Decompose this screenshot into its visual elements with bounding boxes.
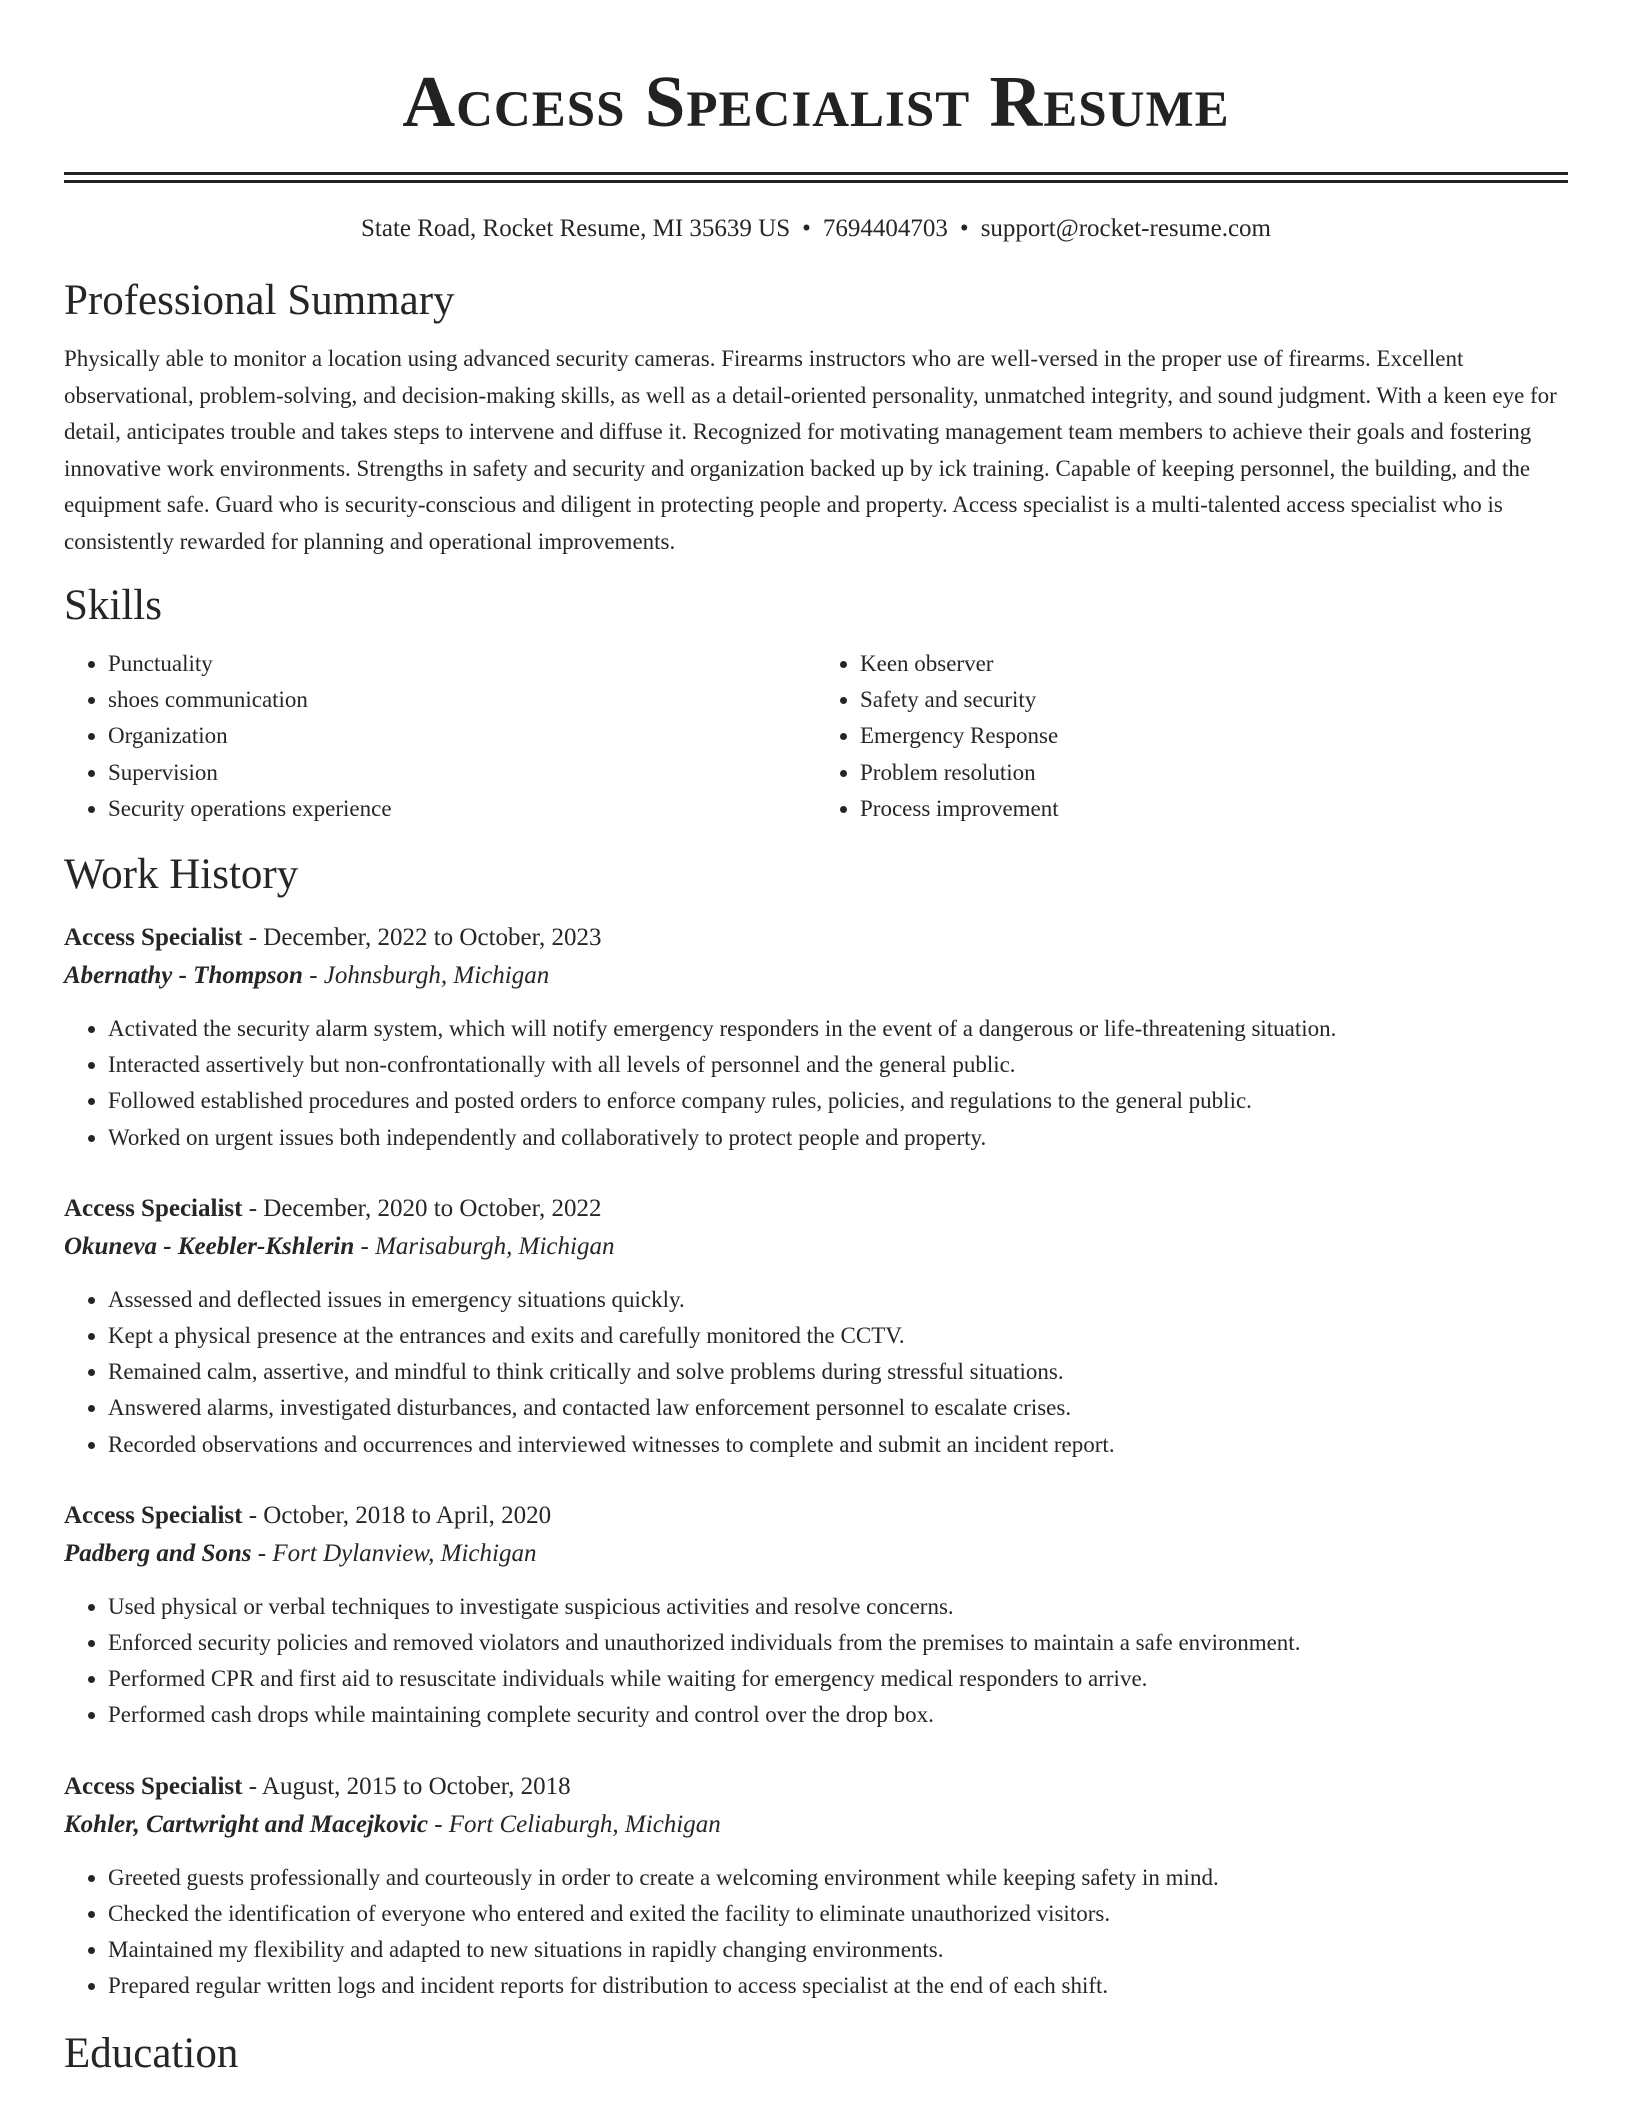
job-location: Fort Celiaburgh, Michigan [448,1810,721,1838]
job-duty: • Answered alarms, investigated disturbances, and contacted law enforcement personnel to escalate crises. [108,1390,1568,1426]
skill-item: • Problem resolution [860,755,1568,791]
job-duty: • Performed CPR and first aid to resuscitate individuals while waiting for emergency medical responders to arrive. [108,1661,1568,1697]
job-duty: • Assessed and deflected issues in emergency situations quickly. [108,1282,1568,1318]
job-dash: - [302,962,324,990]
job-duty: • Performed cash drops while maintaining complete security and control over the drop box. [108,1697,1568,1733]
job-dash: - [242,1501,264,1529]
skill-item: • Safety and security [860,682,1568,718]
skills-column-right [816,646,1568,827]
section-heading-work-history: Work History [64,851,299,899]
resume-title: Access Specialist Resume [402,61,1230,142]
job-duty: • Kept a physical presence at the entrances and exits and carefully monitored the CCTV. [108,1318,1568,1354]
job-duties [64,1011,1568,1156]
job-dash: - [242,1194,264,1222]
skill-item: • Supervision [108,755,816,791]
skill-item: • Security operations experience [108,791,816,827]
contact-email: support@rocket-resume.com [980,215,1271,242]
job-entry [64,1190,1568,1463]
job-dates: August, 2015 to October, 2018 [261,1772,571,1800]
job-role: Access Specialist [64,1501,243,1529]
job-dash: - [242,924,264,952]
contact-separator: • [802,215,811,242]
contact-phone: 7694404703 [822,215,948,242]
job-duty: • Worked on urgent issues both independently and collaboratively to protect people and property. [108,1120,1568,1156]
skill-item: • Emergency Response [860,718,1568,754]
contact-separator: • [959,215,969,242]
job-location: Marisaburgh, Michigan [375,1232,615,1260]
section-heading-summary: Professional Summary [64,277,455,324]
job-duty: • Maintained my flexibility and adapted to new situations in rapidly changing environments. [108,1932,1568,1968]
job-duties [64,1282,1568,1463]
summary-text: Physically able to monitor a location using advanced security cameras. Firearms instructors who are well-versed in the proper use of firearms. Excellent observational, problem-solving, and decision-making skills, as well as a detail-oriented personality, unmatched integrity, and sound judgment. With a keen eye for detail, anticipates trouble and takes steps to intervene and diffuse it. Recognized for motivating management team members to achieve their goals and fostering innovative work environments. Strengths in safety and security and organization backed up by ick training. Capable of keeping personnel, the building, and the equipment safe. Guard who is security-conscious and diligent in protecting people and property. Access specialist is a multi-talented access specialist who is consistently rewarded for planning and operational improvements. [64,346,1557,554]
job-dash: - [251,1539,273,1567]
skill-item: • Keen observer [860,646,1568,682]
job-entry [64,1768,1568,2005]
job-title-line [64,1190,1568,1228]
skill-item: • Process improvement [860,791,1568,827]
job-duties [64,1860,1568,2005]
job-entry [64,1497,1568,1734]
skills-list [64,646,1568,827]
job-location: Johnsburgh, Michigan [323,962,550,990]
job-role: Access Specialist [64,1772,243,1800]
job-location: Fort Dylanview, Michigan [272,1539,537,1567]
job-duty: • Recorded observations and occurrences and interviewed witnesses to complete and submit an incident report. [108,1427,1568,1463]
job-company-line [64,1806,1568,1844]
job-duty: • Prepared regular written logs and incident reports for distribution to access specialist at the end of each shift. [108,1968,1568,2004]
job-dates: December, 2022 to October, 2023 [263,924,602,952]
job-dash: - [427,1810,449,1838]
job-duty: • Interacted assertively but non-confrontationally with all levels of personnel and the general public. [108,1047,1568,1083]
job-duty: • Used physical or verbal techniques to investigate suspicious activities and resolve concerns. [108,1589,1568,1625]
job-company-line [64,1535,1568,1573]
job-duties [64,1589,1568,1734]
job-dates: October, 2018 to April, 2020 [263,1501,552,1529]
title-divider [64,172,1568,183]
job-company: Kohler, Cartwright and Macejkovic [64,1810,428,1838]
job-duty: • Enforced security policies and removed violators and unauthorized individuals from the premises to maintain a safe environment. [108,1625,1568,1661]
skills-column-left [64,646,816,827]
skill-item: • Punctuality [108,646,816,682]
job-role: Access Specialist [64,924,243,952]
job-duty: • Greeted guests professionally and courteously in order to create a welcoming environment while keeping safety in mind. [108,1860,1568,1896]
job-company: Padberg and Sons [64,1539,252,1567]
job-company-line [64,957,1568,995]
job-role: Access Specialist [64,1194,243,1222]
job-entry [64,919,1568,1156]
skill-item: • Organization [108,718,816,754]
job-dates: December, 2020 to October, 2022 [263,1194,602,1222]
job-dash: - [242,1772,262,1800]
job-company-line [64,1228,1568,1266]
section-heading-skills: Skills [64,582,162,629]
job-duty: • Remained calm, assertive, and mindful to think critically and solve problems during stressful situations. [108,1354,1568,1390]
job-duty: • Followed established procedures and posted orders to enforce company rules, policies, and regulations to the general public. [108,1083,1568,1119]
job-company: Okuneva - Keebler-Kshlerin [64,1232,355,1260]
skill-item: • shoes communication [108,682,816,718]
job-title-line [64,1768,1568,1806]
job-dash: - [354,1232,376,1260]
contact-line [64,213,1568,245]
job-duty: • Checked the identification of everyone who entered and exited the facility to eliminate unauthorized visitors. [108,1896,1568,1932]
work-history-list [64,919,1568,2004]
section-heading-education: Education [64,2030,239,2078]
job-title-line [64,919,1568,957]
contact-address: State Road, Rocket Resume, MI 35639 US [361,215,791,242]
job-duty: • Activated the security alarm system, which will notify emergency responders in the event of a dangerous or life-threatening situation. [108,1011,1568,1047]
job-title-line [64,1497,1568,1535]
job-company: Abernathy - Thompson [64,962,303,990]
